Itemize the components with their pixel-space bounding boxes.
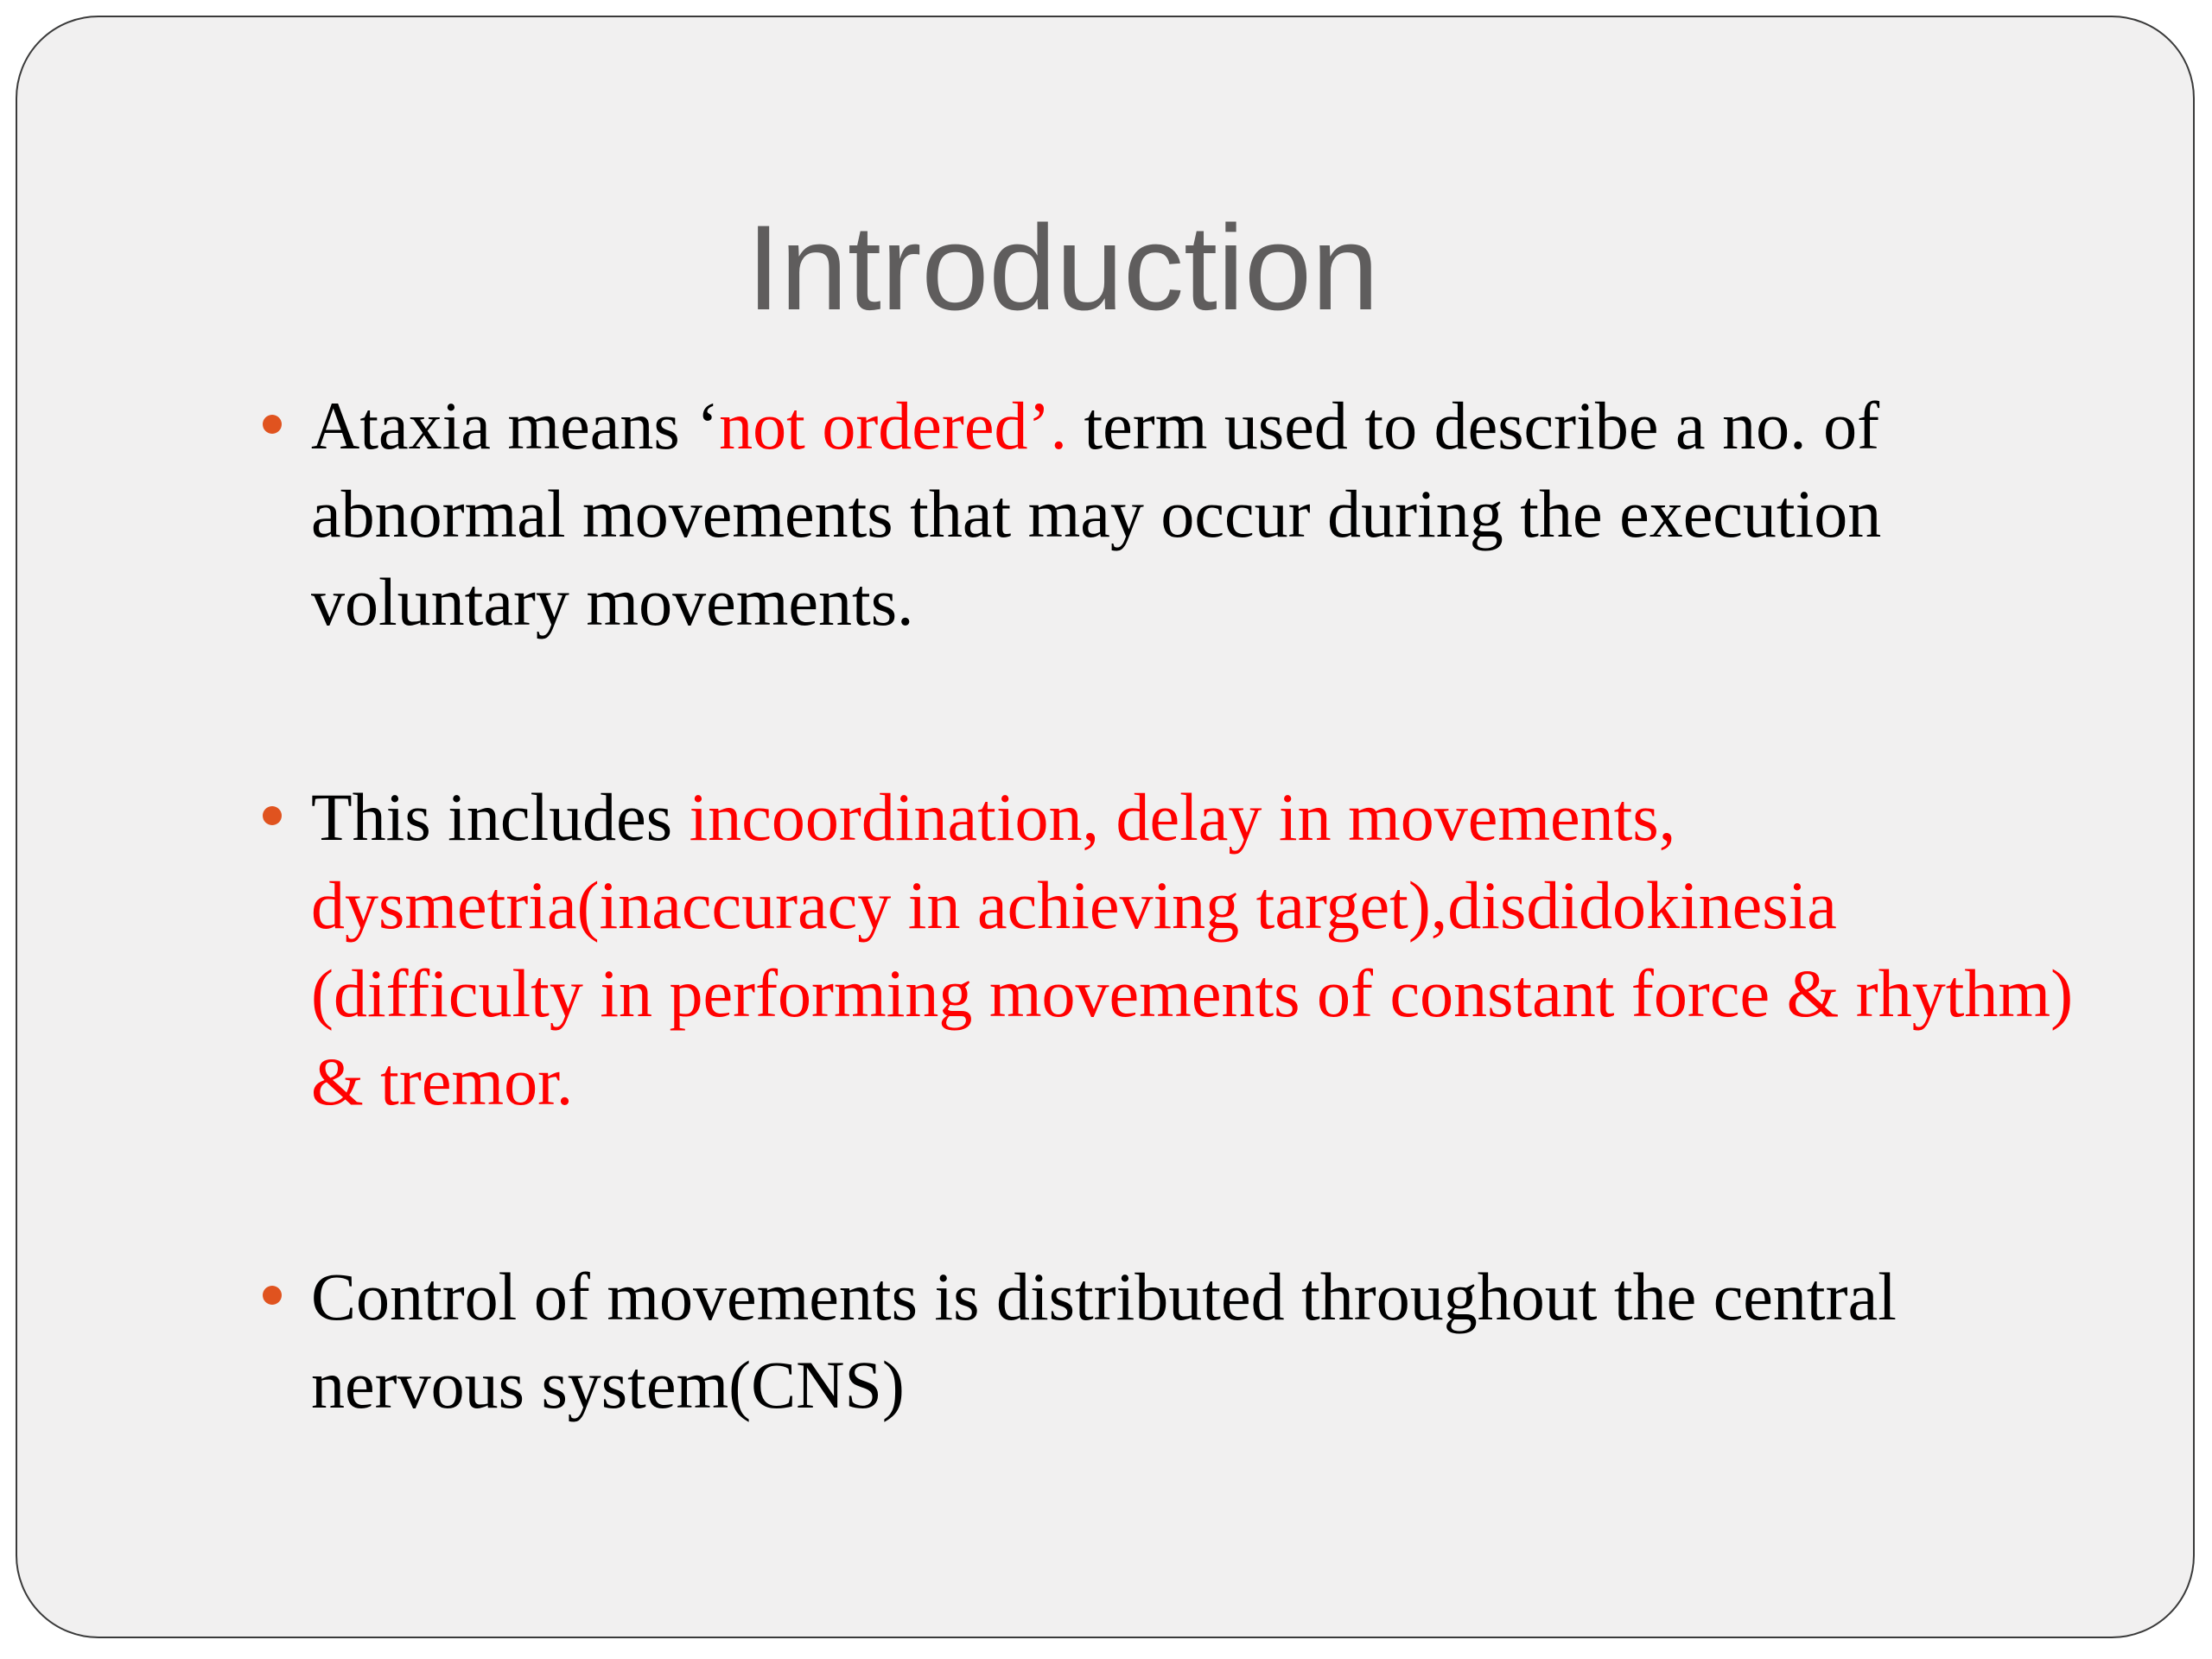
bullet-item xyxy=(311,1253,2091,1429)
bullet-dot-icon xyxy=(263,1286,282,1305)
bullet-text: term used to describe a no. of abnormal movements that may occur during the execution voluntary movements. xyxy=(311,388,1882,639)
bullet-highlight: incoordination, delay in movements, dysmetria(inaccuracy in achieving target),disdidokinesia (difficulty in performing movements of constant force & rhythm) & tremor. xyxy=(311,779,2074,1119)
bullet-dot-icon xyxy=(263,415,282,434)
slide-title: Introduction xyxy=(747,200,1379,335)
bullet-text: This includes xyxy=(311,779,690,855)
bullet-dot-icon xyxy=(263,806,282,825)
bullet-item xyxy=(311,773,2091,1126)
bullet-text: Control of movements is distributed throughout the central nervous system(CNS) xyxy=(311,1259,1897,1422)
bullet-item xyxy=(311,382,2091,646)
bullet-text: Ataxia means ‘ xyxy=(311,388,720,463)
bullet-highlight: not ordered’. xyxy=(719,388,1067,463)
slide xyxy=(16,16,2195,1638)
